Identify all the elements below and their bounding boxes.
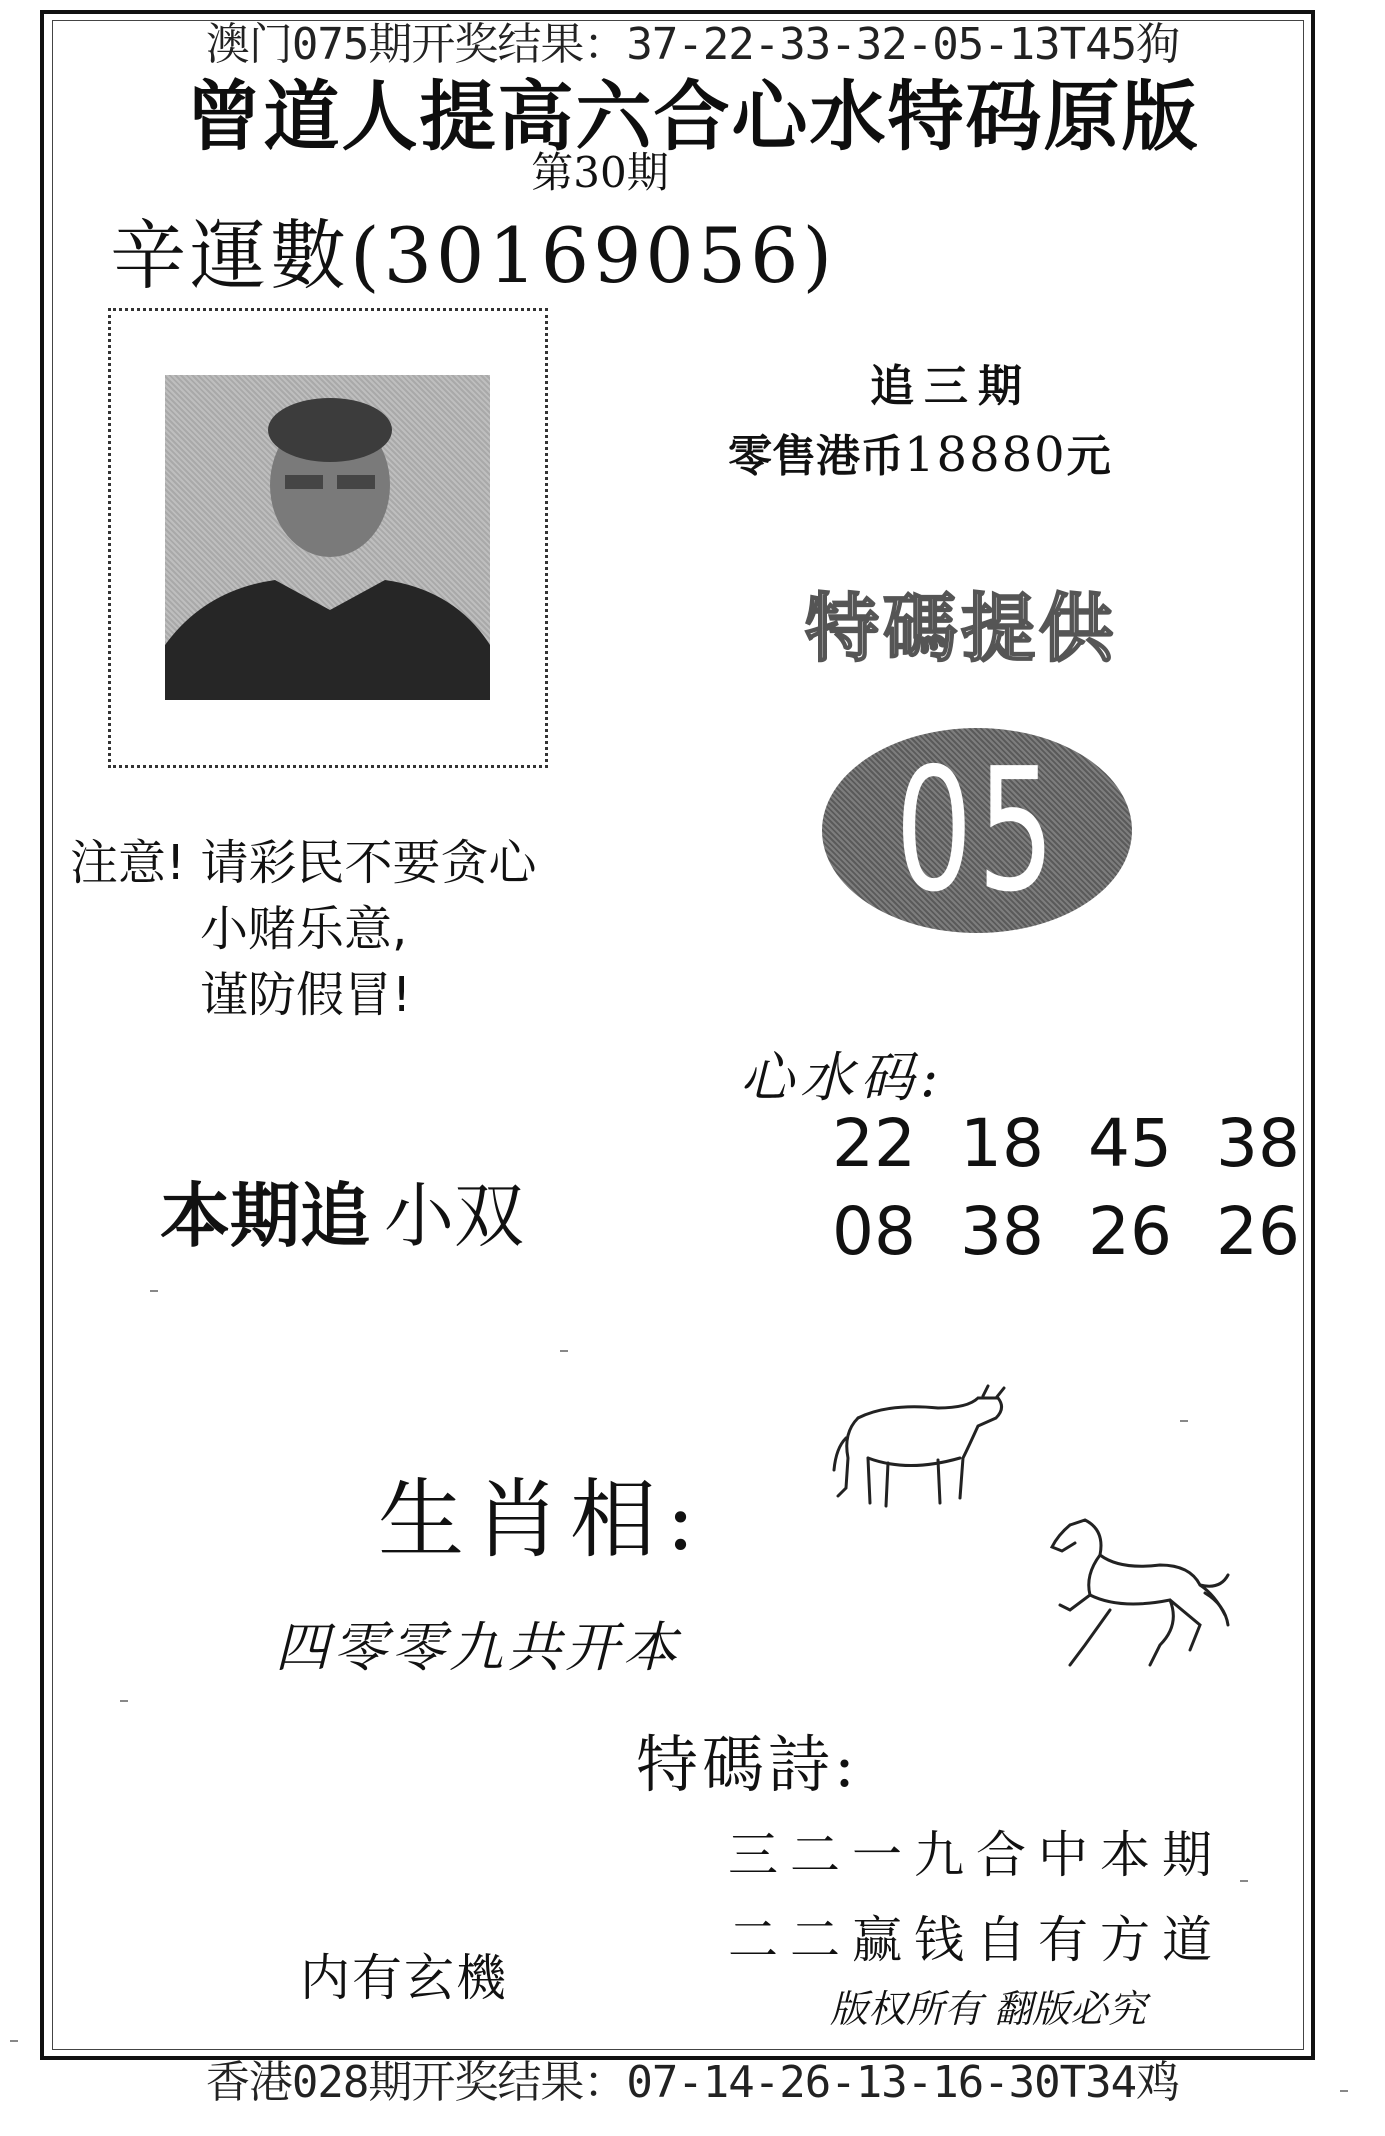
heart-number: 18 (960, 1105, 1044, 1182)
noise-speck (150, 1290, 158, 1292)
heart-numbers-row (832, 1188, 1344, 1276)
special-code-provided: 特碼提供 (805, 586, 1117, 672)
horse-icon (1030, 1515, 1230, 1675)
special-number-badge (822, 728, 1132, 933)
zodiac-hint: 四零零九共开本 (275, 1616, 681, 1679)
price-prefix: 零售港币 (728, 431, 904, 482)
chase-this-value: 小双 (384, 1175, 524, 1257)
chase-this-period (160, 1160, 524, 1261)
noise-speck (1240, 1880, 1248, 1882)
heart-numbers-grid (832, 1100, 1344, 1276)
heart-number: 45 (1088, 1105, 1172, 1182)
lucky-numbers: 辛運數(30169056) (110, 211, 837, 300)
noise-speck (1180, 1420, 1188, 1422)
macau-result: 澳门075期开奖结果：37-22-33-32-05-13T45狗 (205, 19, 1180, 70)
heart-number: 38 (1216, 1105, 1300, 1182)
price-unit: 元 (1066, 431, 1111, 482)
heart-number: 08 (832, 1193, 916, 1270)
issue-number: 第30期 (531, 148, 669, 197)
noise-speck (120, 1700, 128, 1702)
special-number: 05 (894, 731, 1060, 930)
mystery-note: 内有玄機 (300, 1949, 508, 2007)
notice-line-3: 谨防假冒! (200, 967, 412, 1023)
poem-line-2: 二二赢钱自有方道 (728, 1911, 1224, 1969)
poem-line-1: 三二一九合中本期 (728, 1826, 1224, 1884)
noise-speck (560, 1350, 568, 1352)
chase-three-periods: 追三期 (870, 361, 1032, 412)
price-amount: 18880 (904, 427, 1067, 483)
hk-result: 香港028期开奖结果：07-14-26-13-16-30T34鸡 (205, 2057, 1180, 2108)
heart-number: 26 (1088, 1193, 1172, 1270)
heart-numbers-row (832, 1100, 1344, 1188)
heart-number: 38 (960, 1193, 1044, 1270)
copyright-notice: 版权所有 翻版必究 (830, 1987, 1147, 2031)
zodiac-label: 生肖相: (378, 1470, 705, 1570)
notice-line-1: 注意! 请彩民不要贪心 (70, 835, 537, 891)
page-title: 曾道人提高六合心水特码原版 (185, 72, 1200, 161)
heart-numbers-label: 心水码: (740, 1046, 945, 1109)
noise-speck (1340, 2090, 1348, 2092)
notice-block (70, 830, 537, 1028)
portrait-icon (165, 375, 490, 700)
portrait-photo (165, 375, 490, 700)
retail-price (728, 420, 1111, 484)
noise-speck (10, 2040, 18, 2042)
notice-line-2: 小赌乐意, (200, 901, 408, 957)
poem-label: 特碼詩: (636, 1728, 859, 1801)
heart-number: 22 (832, 1105, 916, 1182)
heart-number: 26 (1216, 1193, 1300, 1270)
ox-icon (828, 1378, 1008, 1513)
chase-this-label: 本期追 (160, 1175, 370, 1257)
